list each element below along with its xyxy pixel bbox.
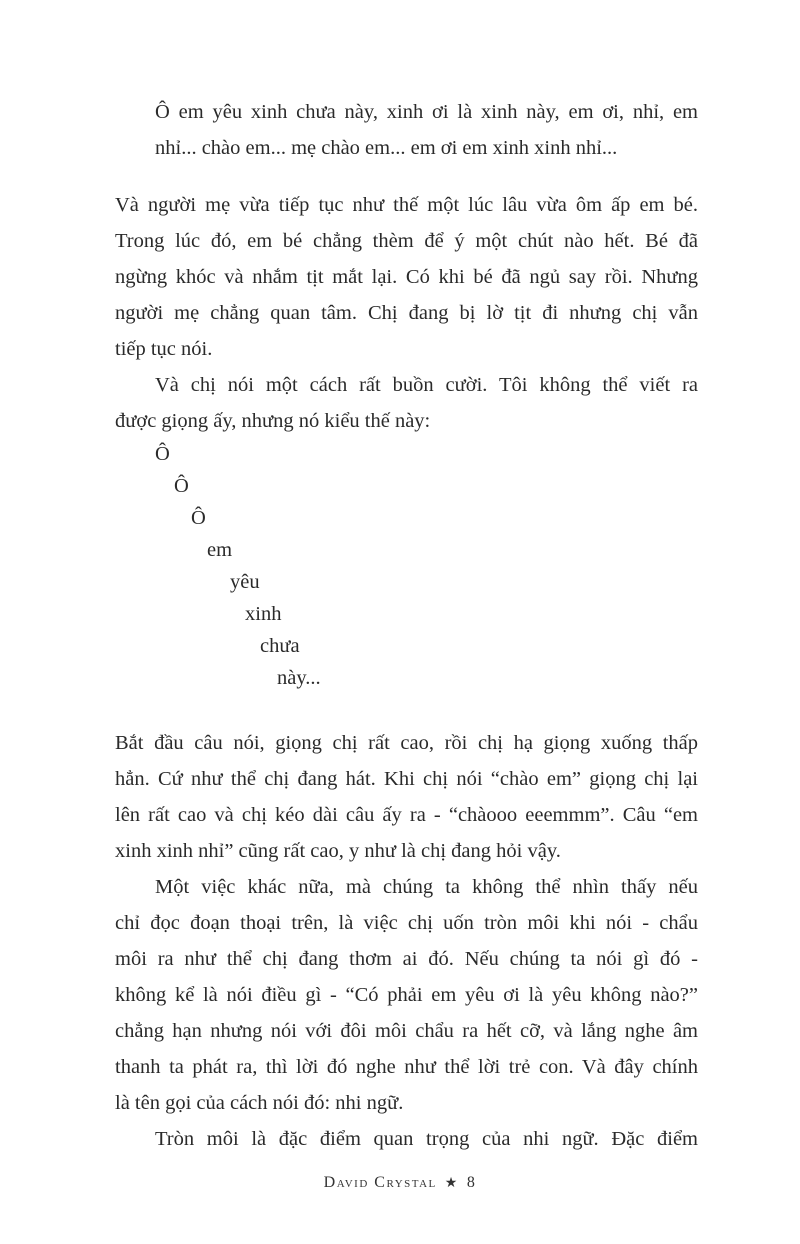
staircase-word: này... [277, 667, 321, 689]
paragraph-line: Và chị nói một cách rất buồn cười. Tôi không thể viết ra [155, 374, 698, 396]
staircase-word: em [207, 539, 233, 561]
paragraph-line: chỉ đọc đoạn thoại trên, là việc chị uốn tròn môi khi nói - chẩu [115, 912, 698, 934]
paragraph-line: xinh xinh nhỉ” cũng rất cao, y như là chị đang hỏi vậy. [115, 840, 561, 862]
star-icon: ★ [444, 1176, 459, 1191]
paragraph-line: là tên gọi của cách nói đó: nhi ngữ. [115, 1092, 404, 1114]
footer-author: David Crystal [323, 1174, 437, 1191]
quote-line: nhỉ... chào em... mẹ chào em... em ơi em xinh xinh nhỉ... [155, 137, 618, 159]
paragraph-line: hẳn. Cứ như thể chị đang hát. Khi chị nói “chào em” giọng chị lại [115, 768, 698, 790]
staircase-word: Ô [191, 507, 206, 529]
paragraph-line: thanh ta phát ra, thì lời đó nghe như thể lời trẻ con. Và đây chính [115, 1056, 698, 1078]
paragraph-line: người mẹ chẳng quan tâm. Chị đang bị lờ tịt đi nhưng chị vẫn [115, 302, 698, 324]
page-footer [0, 1174, 800, 1192]
quote-line: Ô em yêu xinh chưa này, xinh ơi là xinh này, em ơi, nhỉ, em [155, 101, 698, 123]
paragraph-line: được giọng ấy, nhưng nó kiểu thế này: [115, 410, 431, 432]
staircase-word: xinh [245, 603, 282, 625]
paragraph-line: ngừng khóc và nhắm tịt mắt lại. Có khi bé đã ngủ say rồi. Nhưng [115, 266, 698, 288]
paragraph-line: môi ra như thể chị đang thơm ai đó. Nếu chúng ta nói gì đó - [115, 948, 698, 970]
page-number: 8 [466, 1174, 477, 1191]
paragraph-line: Tròn môi là đặc điểm quan trọng của nhi ngữ. Đặc điểm [155, 1128, 698, 1150]
staircase-word: Ô [155, 443, 170, 465]
paragraph-line: tiếp tục nói. [115, 338, 213, 360]
paragraph-line: chẳng hạn nhưng nói với đôi môi chẩu ra hết cỡ, và lắng nghe âm [115, 1020, 698, 1042]
paragraph-line: lên rất cao và chị kéo dài câu ấy ra - “chàooo eeemmm”. Câu “em [115, 804, 698, 826]
staircase-word: yêu [230, 571, 260, 593]
paragraph-line: Và người mẹ vừa tiếp tục như thế một lúc lâu vừa ôm ấp em bé. [115, 194, 698, 216]
staircase-word: chưa [260, 635, 300, 657]
paragraph-line: Bắt đầu câu nói, giọng chị rất cao, rồi chị hạ giọng xuống thấp [115, 732, 698, 754]
paragraph-line: không kể là nói điều gì - “Có phải em yêu ơi là yêu không nào?” [115, 984, 698, 1006]
paragraph-line: Trong lúc đó, em bé chẳng thèm để ý một chút nào hết. Bé đã [115, 230, 698, 252]
staircase-word: Ô [174, 475, 189, 497]
paragraph-line: Một việc khác nữa, mà chúng ta không thể nhìn thấy nếu [155, 876, 698, 898]
